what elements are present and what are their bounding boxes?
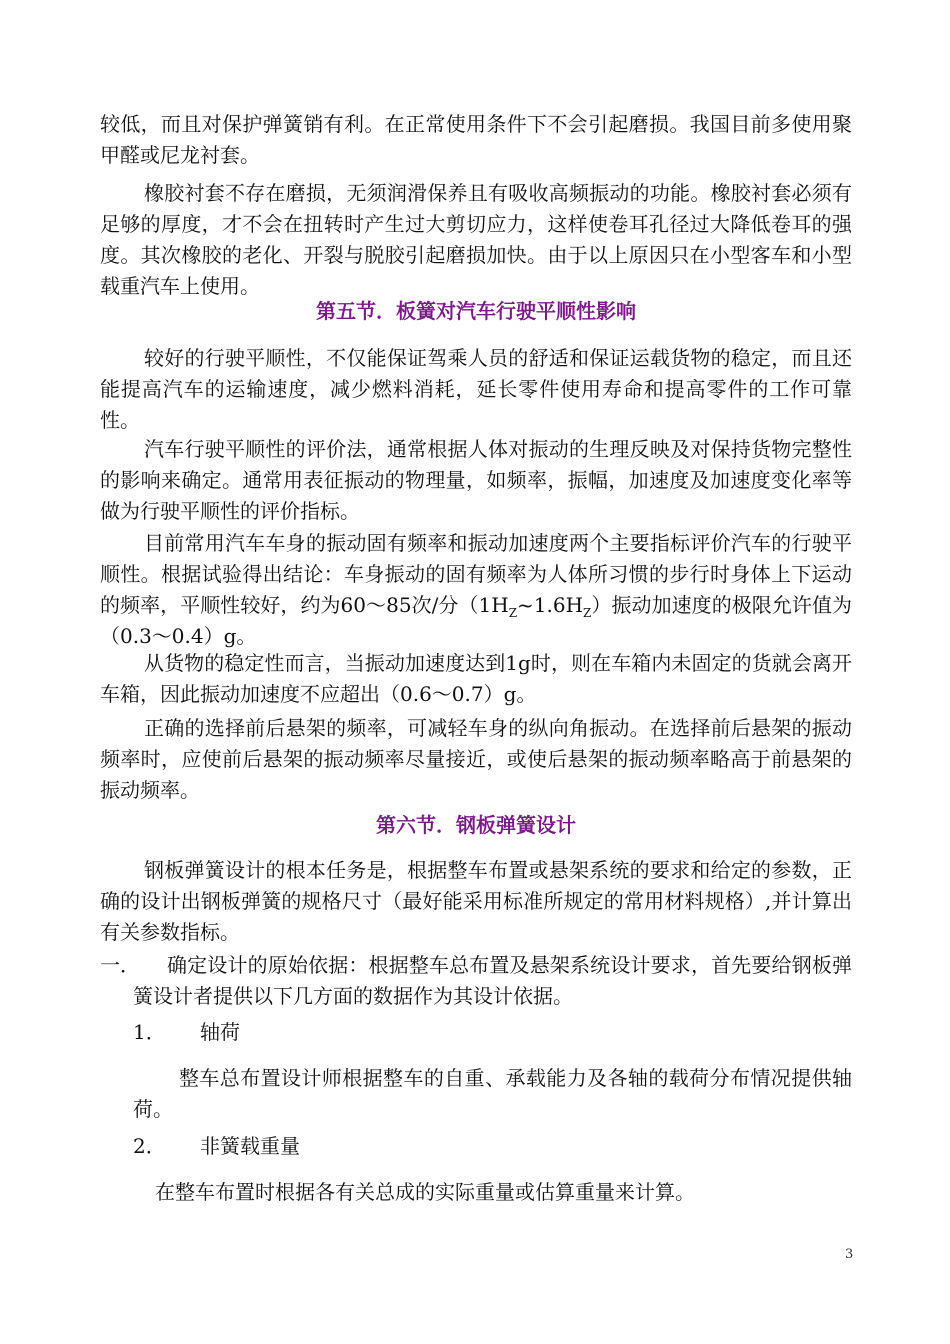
list-item-design-basis: 确定设计的原始依据：根据整车总布置及悬架系统设计要求，首先要给钢板弹簧设计者提供以下几方面的数据作为其设计依据。 <box>133 953 852 1008</box>
paragraph-rubber-bushing: 橡胶衬套不存在磨损，无须润滑保养且有吸收高频振动的功能。橡胶衬套必须有足够的厚度，才不会在扭转时产生过大剪切应力，这样使卷耳孔径过大降低卷耳的强度。其次橡胶的老化、开裂与脱胶引起磨损加快。由于以上原因只在小型客车和小型载重汽车上使用。 <box>100 181 852 298</box>
section-heading-5: 第五节．板簧对汽车行驶平顺性影响 <box>316 299 636 323</box>
section-heading-6: 第六节．钢板弹簧设计 <box>376 813 576 837</box>
paragraph-evaluation-method: 汽车行驶平顺性的评价法，通常根据人体对振动的生理反映及对保持货物完整性的影响来确定。通常用表征振动的物理量，如频率，振幅，加速度及加速度变化率等做为行驶平顺性的评价指标。 <box>100 437 852 523</box>
page-number: 3 <box>845 1247 854 1262</box>
paragraph-bushing-wear: 较低，而且对保护弹簧销有利。在正常使用条件下不会引起磨损。我国目前多使用聚甲醛或尼龙衬套。 <box>100 112 852 167</box>
sublist-item-unsprung-weight: 非簧载重量 <box>200 1134 300 1158</box>
frequency-text-a: 目前常用汽车车身的振动固有频率和振动加速度两个主要指标评价汽车的行驶平顺性。根据试验得出结论：车身振动的固有频率为人体所习惯的步行时身体上下运动的频率，平顺性较好，约为60～85次/分（1H <box>100 531 852 617</box>
sublist-item-axle-load: 轴荷 <box>200 1020 240 1044</box>
frequency-text-c: ）振动加速度的极限允许值为（0.3～0.4）g。 <box>100 593 852 648</box>
paragraph-frequency-criteria <box>100 528 852 652</box>
paragraph-cargo-stability: 从货物的稳定性而言，当振动加速度达到1g时，则在车箱内未固定的货就会离开车箱，因此振动加速度不应超出（0.6～0.7）g。 <box>100 651 852 706</box>
paragraph-axle-load: 整车总布置设计师根据整车的自重、承载能力及各轴的载荷分布情况提供轴荷。 <box>133 1066 852 1121</box>
sublist-label-2: 2． <box>133 1134 166 1158</box>
frequency-subscript-2: Z <box>583 606 592 620</box>
list-label-1: 一． <box>100 953 140 977</box>
paragraph-unsprung-weight: 在整车布置时根据各有关总成的实际重量或估算重量来计算。 <box>155 1180 695 1204</box>
frequency-text-b: ~1.6H <box>517 593 584 617</box>
sublist-label-1: 1． <box>133 1020 166 1044</box>
paragraph-design-task: 钢板弹簧设计的根本任务是，根据整车布置或悬架系统的要求和给定的参数，正确的设计出钢板弹簧的规格尺寸（最好能采用标准所规定的常用材料规格）,并计算出有关参数指标。 <box>100 858 852 944</box>
paragraph-suspension-frequency: 正确的选择前后悬架的频率，可减轻车身的纵向角振动。在选择前后悬架的振动频率时，应使前后悬架的振动频率尽量接近，或使后悬架的振动频率略高于前悬架的振动频率。 <box>100 716 852 802</box>
paragraph-ride-comfort: 较好的行驶平顺性，不仅能保证驾乘人员的舒适和保证运载货物的稳定，而且还能提高汽车的运输速度，减少燃料消耗，延长零件使用寿命和提高零件的工作可靠性。 <box>100 346 852 432</box>
frequency-subscript-1: Z <box>508 606 518 620</box>
